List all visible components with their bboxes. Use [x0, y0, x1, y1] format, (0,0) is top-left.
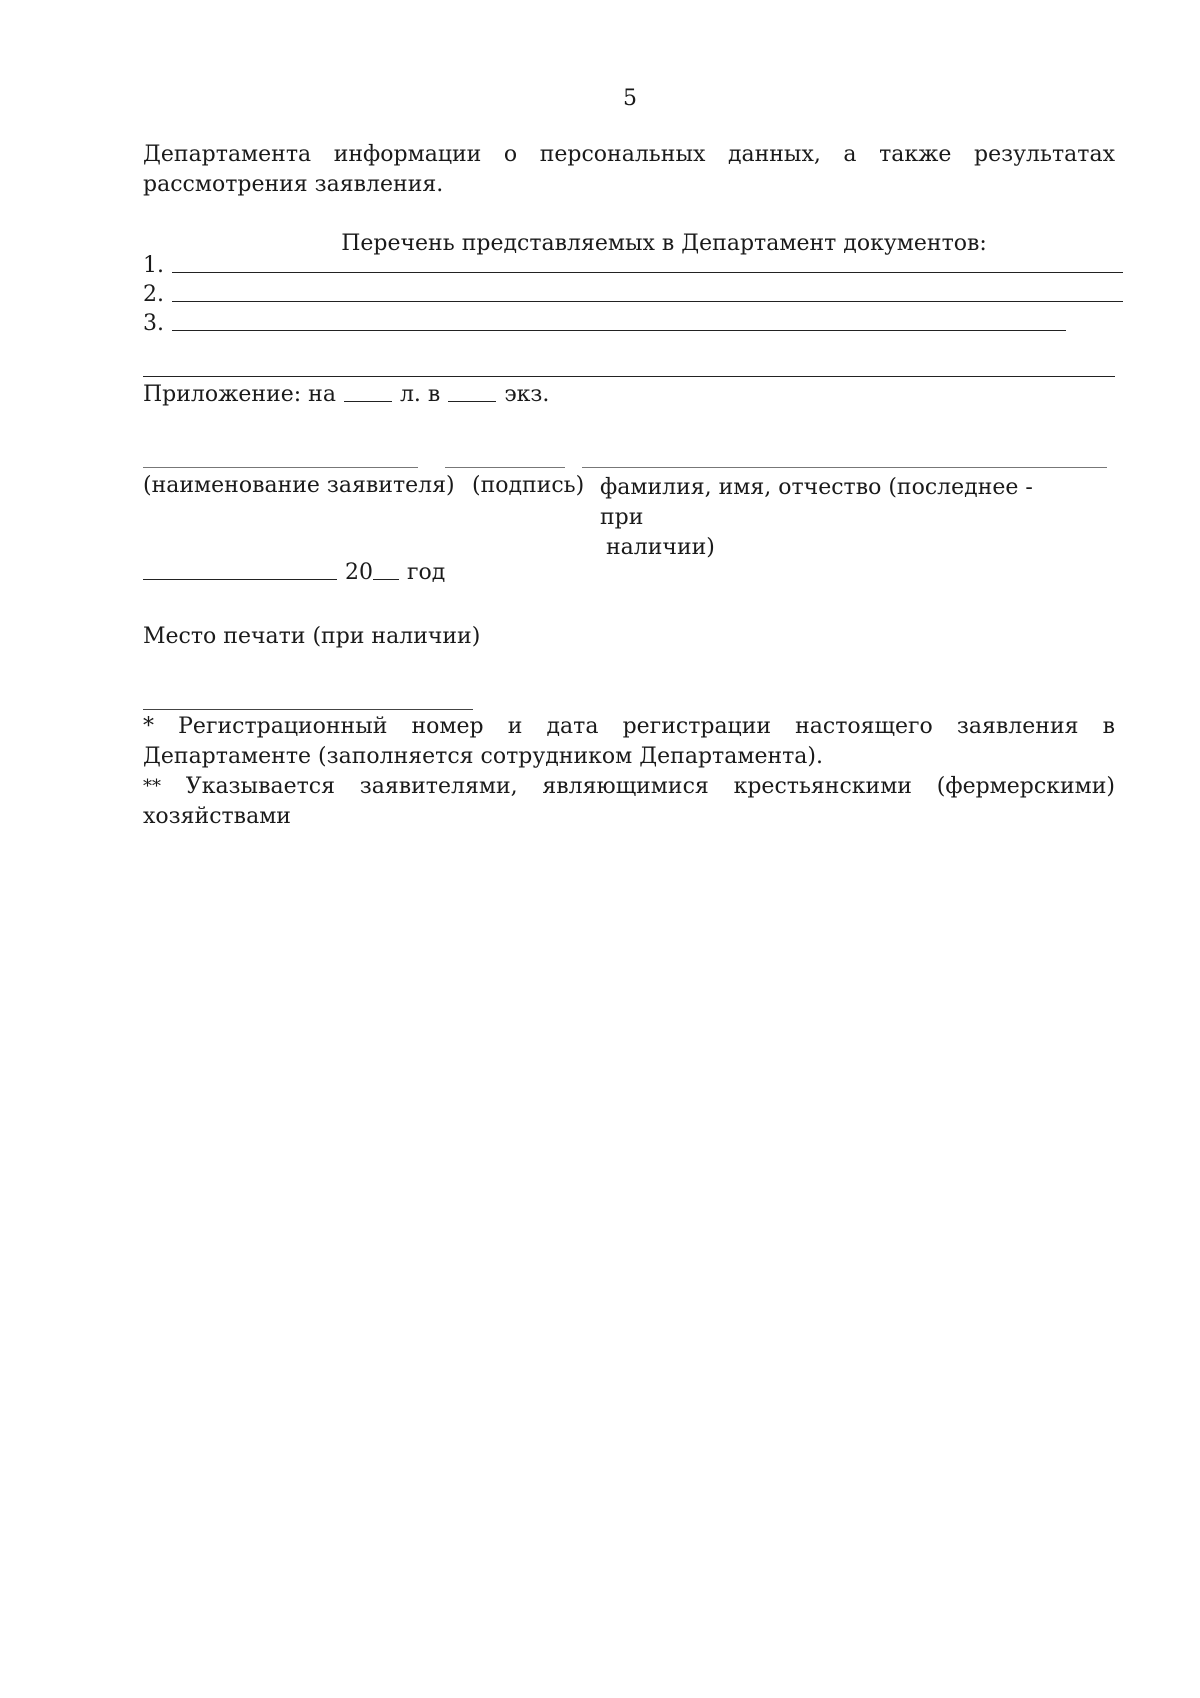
fio-line	[582, 467, 1107, 468]
list-item	[143, 306, 1066, 336]
list-item-blank	[172, 329, 1066, 331]
fio-label-line2: наличии)	[606, 535, 715, 560]
footnote-word: заявителями,	[359, 774, 518, 799]
attachment-suffix: экз.	[504, 382, 550, 407]
signature-line	[445, 467, 565, 468]
list-item-number: 1.	[143, 253, 164, 278]
attachment-middle: л. в	[399, 382, 441, 407]
footnote-registration: * Регистрационный номер и дата регистрации настоящего заявления в Департаменте (заполняется сотрудником Департамента).	[143, 714, 1115, 769]
list-item	[143, 277, 1123, 307]
attachment-line	[143, 382, 549, 407]
footnote-farmers	[143, 772, 1115, 832]
applicant-name-line	[143, 467, 418, 468]
signature-label: (подпись)	[472, 473, 585, 498]
fio-label-line1: фамилия, имя, отчество (последнее - при	[600, 475, 1033, 530]
list-item-blank	[172, 271, 1123, 273]
footnote-word: (фермерскими)	[936, 774, 1115, 799]
footnote-marker: **	[143, 776, 161, 797]
footnote-word: Указывается	[185, 774, 335, 799]
year-prefix: 20	[345, 560, 373, 585]
documents-list-title: Перечень представляемых в Департамент документов:	[341, 231, 987, 256]
footnote-word: крестьянскими	[733, 774, 912, 799]
applicant-name-label: (наименование заявителя)	[143, 473, 455, 498]
intro-paragraph: Департамента информации о персональных данных, а также результатах рассмотрения заявления.	[143, 142, 1115, 197]
list-item	[143, 248, 1123, 278]
copies-blank	[448, 400, 496, 402]
date-blank	[143, 578, 337, 580]
seal-place: Место печати (при наличии)	[143, 624, 481, 649]
list-continuation-line	[143, 376, 1115, 377]
page-number: 5	[623, 86, 637, 111]
footnote-farmers-line1	[143, 772, 1115, 802]
attachment-prefix: Приложение: на	[143, 382, 336, 407]
list-item-number: 3.	[143, 311, 164, 336]
sheets-blank	[344, 400, 392, 402]
footnote-word: являющимися	[542, 774, 709, 799]
year-suffix: год	[407, 560, 446, 585]
footnote-farmers-line2: хозяйствами	[143, 804, 291, 829]
list-item-number: 2.	[143, 282, 164, 307]
list-item-blank	[172, 300, 1123, 302]
fio-label	[600, 473, 1070, 563]
date-line	[143, 560, 445, 585]
year-blank	[373, 578, 399, 580]
footnote-divider	[143, 709, 473, 710]
